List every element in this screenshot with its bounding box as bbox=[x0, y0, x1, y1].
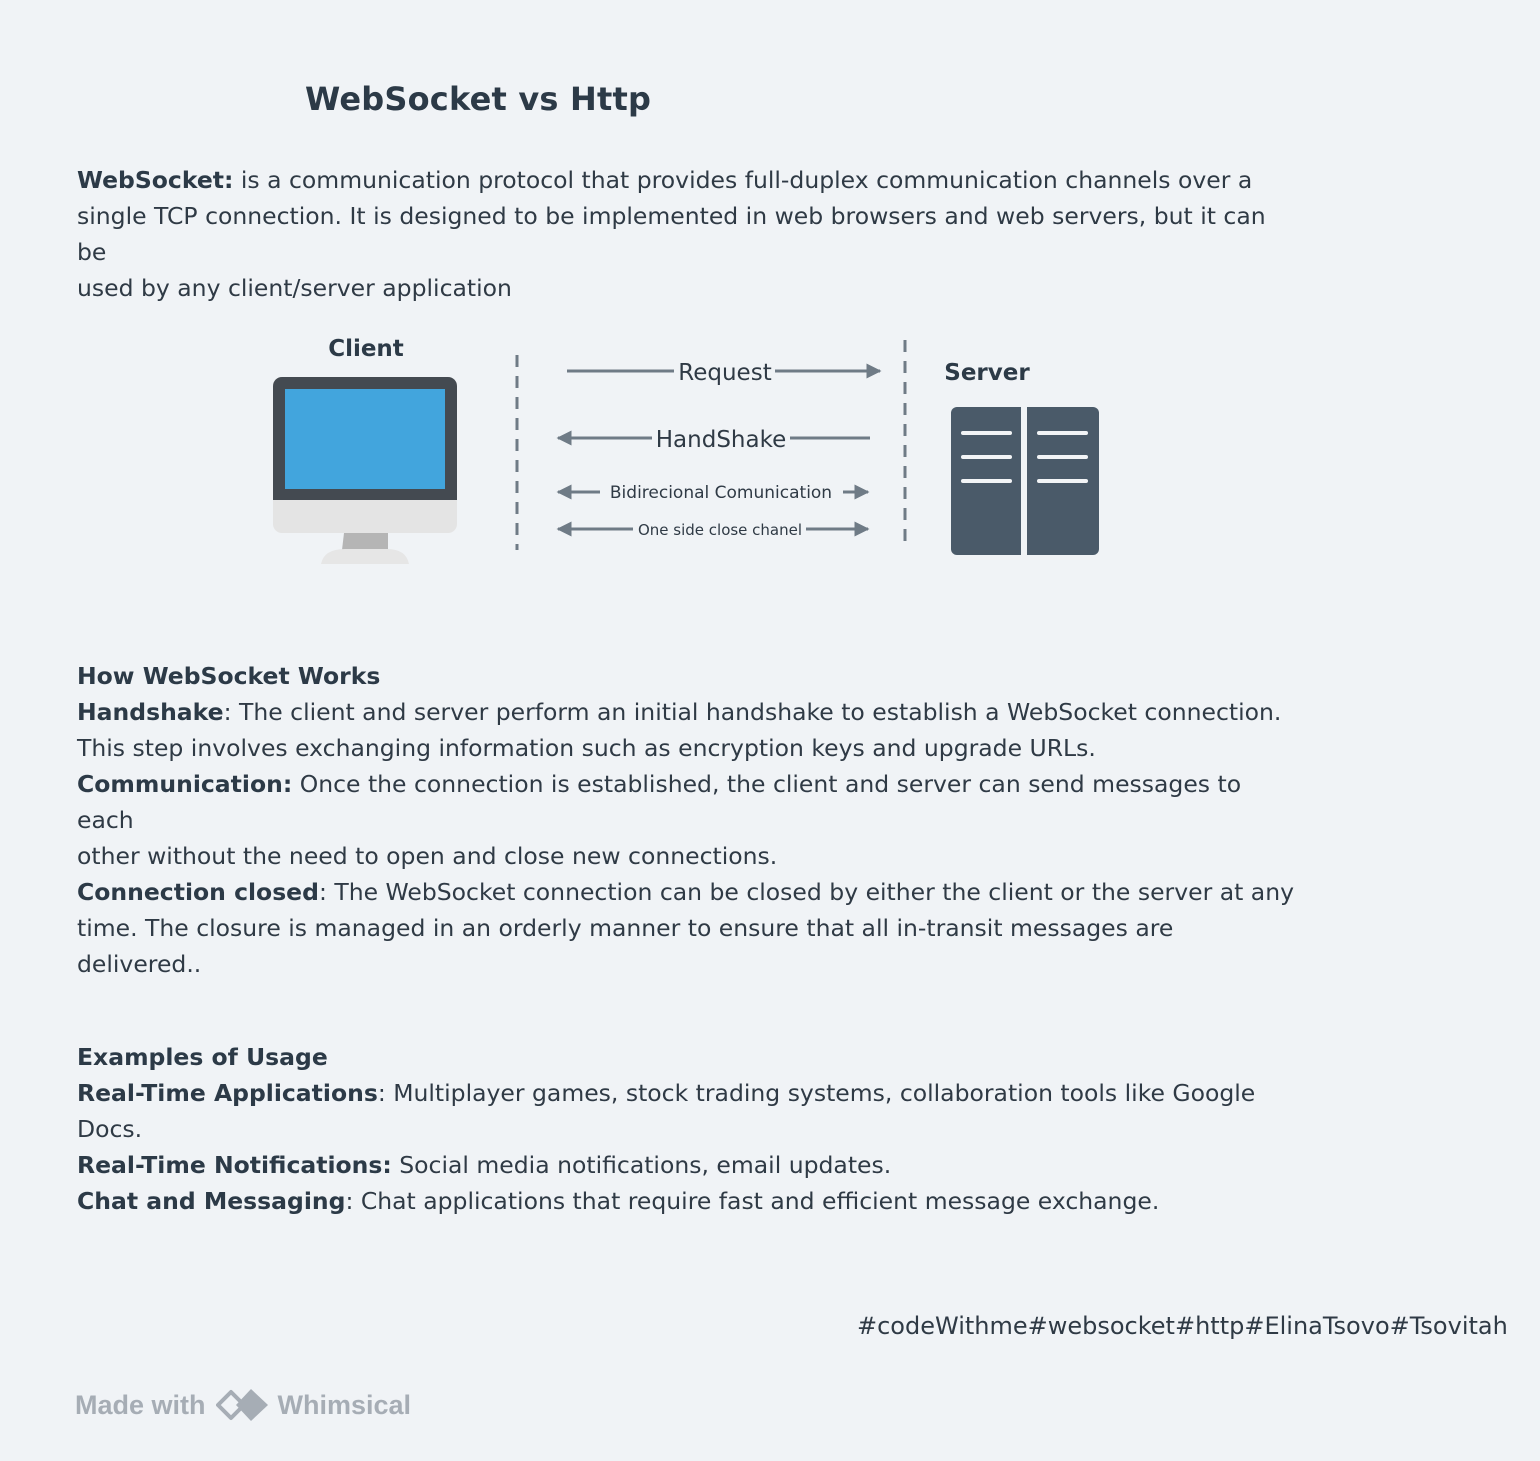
handshake-label: HandShake bbox=[655, 427, 787, 453]
whimsical-brand: Whimsical bbox=[277, 1389, 412, 1420]
closed-line-2: time. The closure is managed in an orderly manner to ensure that all in-transit messages are bbox=[77, 914, 1174, 942]
made-with-text: Made with bbox=[75, 1389, 206, 1420]
client-label: Client bbox=[328, 336, 404, 362]
monitor-base bbox=[321, 549, 409, 564]
intro-line-3: used by any client/server application bbox=[77, 274, 512, 302]
closed-line-3: delivered.. bbox=[77, 950, 202, 978]
hashtags: #codeWithme#websocket#http#ElinaTsovo#Tsovitah bbox=[857, 1312, 1508, 1340]
handshake-line-1: Handshake: The client and server perform an initial handshake to establish a WebSocket connection. bbox=[77, 698, 1282, 726]
how-heading: How WebSocket Works bbox=[77, 662, 381, 690]
chat-term: Chat and Messaging bbox=[77, 1187, 346, 1215]
handshake-line-2: This step involves exchanging information such as encryption keys and upgrade URLs. bbox=[77, 734, 1096, 762]
whimsical-logo-icon bbox=[216, 1385, 272, 1425]
close-channel-label: One side close chanel bbox=[637, 521, 803, 539]
close-channel-arrow bbox=[558, 521, 868, 539]
request-arrow bbox=[567, 360, 880, 386]
server-rack-icon bbox=[951, 407, 1099, 555]
bidirectional-arrow bbox=[558, 483, 868, 503]
websocket-diagram bbox=[0, 0, 1540, 620]
websocket-term: WebSocket: bbox=[77, 166, 234, 194]
handshake-arrow bbox=[558, 427, 870, 453]
bidirectional-label: Bidirecional Comunication bbox=[609, 483, 833, 503]
monitor-neck bbox=[342, 533, 388, 550]
made-with-whimsical-badge[interactable] bbox=[75, 1383, 411, 1427]
server-divider bbox=[1021, 407, 1027, 555]
page-title: WebSocket vs Http bbox=[305, 80, 652, 118]
intro-line-1: WebSocket: is a communication protocol that provides full-duplex communication channels over a bbox=[77, 166, 1253, 194]
how-websocket-works-section bbox=[77, 658, 1297, 982]
usage-heading: Examples of Usage bbox=[77, 1043, 328, 1071]
examples-of-usage-section bbox=[77, 1039, 1297, 1219]
realtime-apps-term: Real-Time Applications bbox=[77, 1079, 378, 1107]
communication-term: Communication: bbox=[77, 770, 293, 798]
closed-line-1: Connection closed: The WebSocket connection can be closed by either the client or the server at any bbox=[77, 878, 1294, 906]
server-label: Server bbox=[944, 360, 1030, 386]
chat-line: Chat and Messaging: Chat applications that require fast and efficient message exchange. bbox=[77, 1187, 1160, 1215]
connection-closed-term: Connection closed bbox=[77, 878, 319, 906]
realtime-apps-line-2: Docs. bbox=[77, 1115, 143, 1143]
communication-line-2: other without the need to open and close new connections. bbox=[77, 842, 778, 870]
monitor-screen bbox=[285, 389, 445, 489]
request-label: Request bbox=[678, 360, 772, 386]
client-monitor-icon bbox=[273, 377, 457, 564]
notifications-term: Real-Time Notifications: bbox=[77, 1151, 392, 1179]
communication-line-1: Communication: Once the connection is established, the client and server can send messages to each bbox=[77, 770, 1242, 834]
intro-line-2: single TCP connection. It is designed to be implemented in web browsers and web servers, but it can be bbox=[77, 202, 1266, 266]
realtime-apps-line-1: Real-Time Applications: Multiplayer games, stock trading systems, collaboration tools like Google bbox=[77, 1079, 1256, 1107]
handshake-term: Handshake bbox=[77, 698, 224, 726]
notifications-line: Real-Time Notifications: Social media notifications, email updates. bbox=[77, 1151, 892, 1179]
